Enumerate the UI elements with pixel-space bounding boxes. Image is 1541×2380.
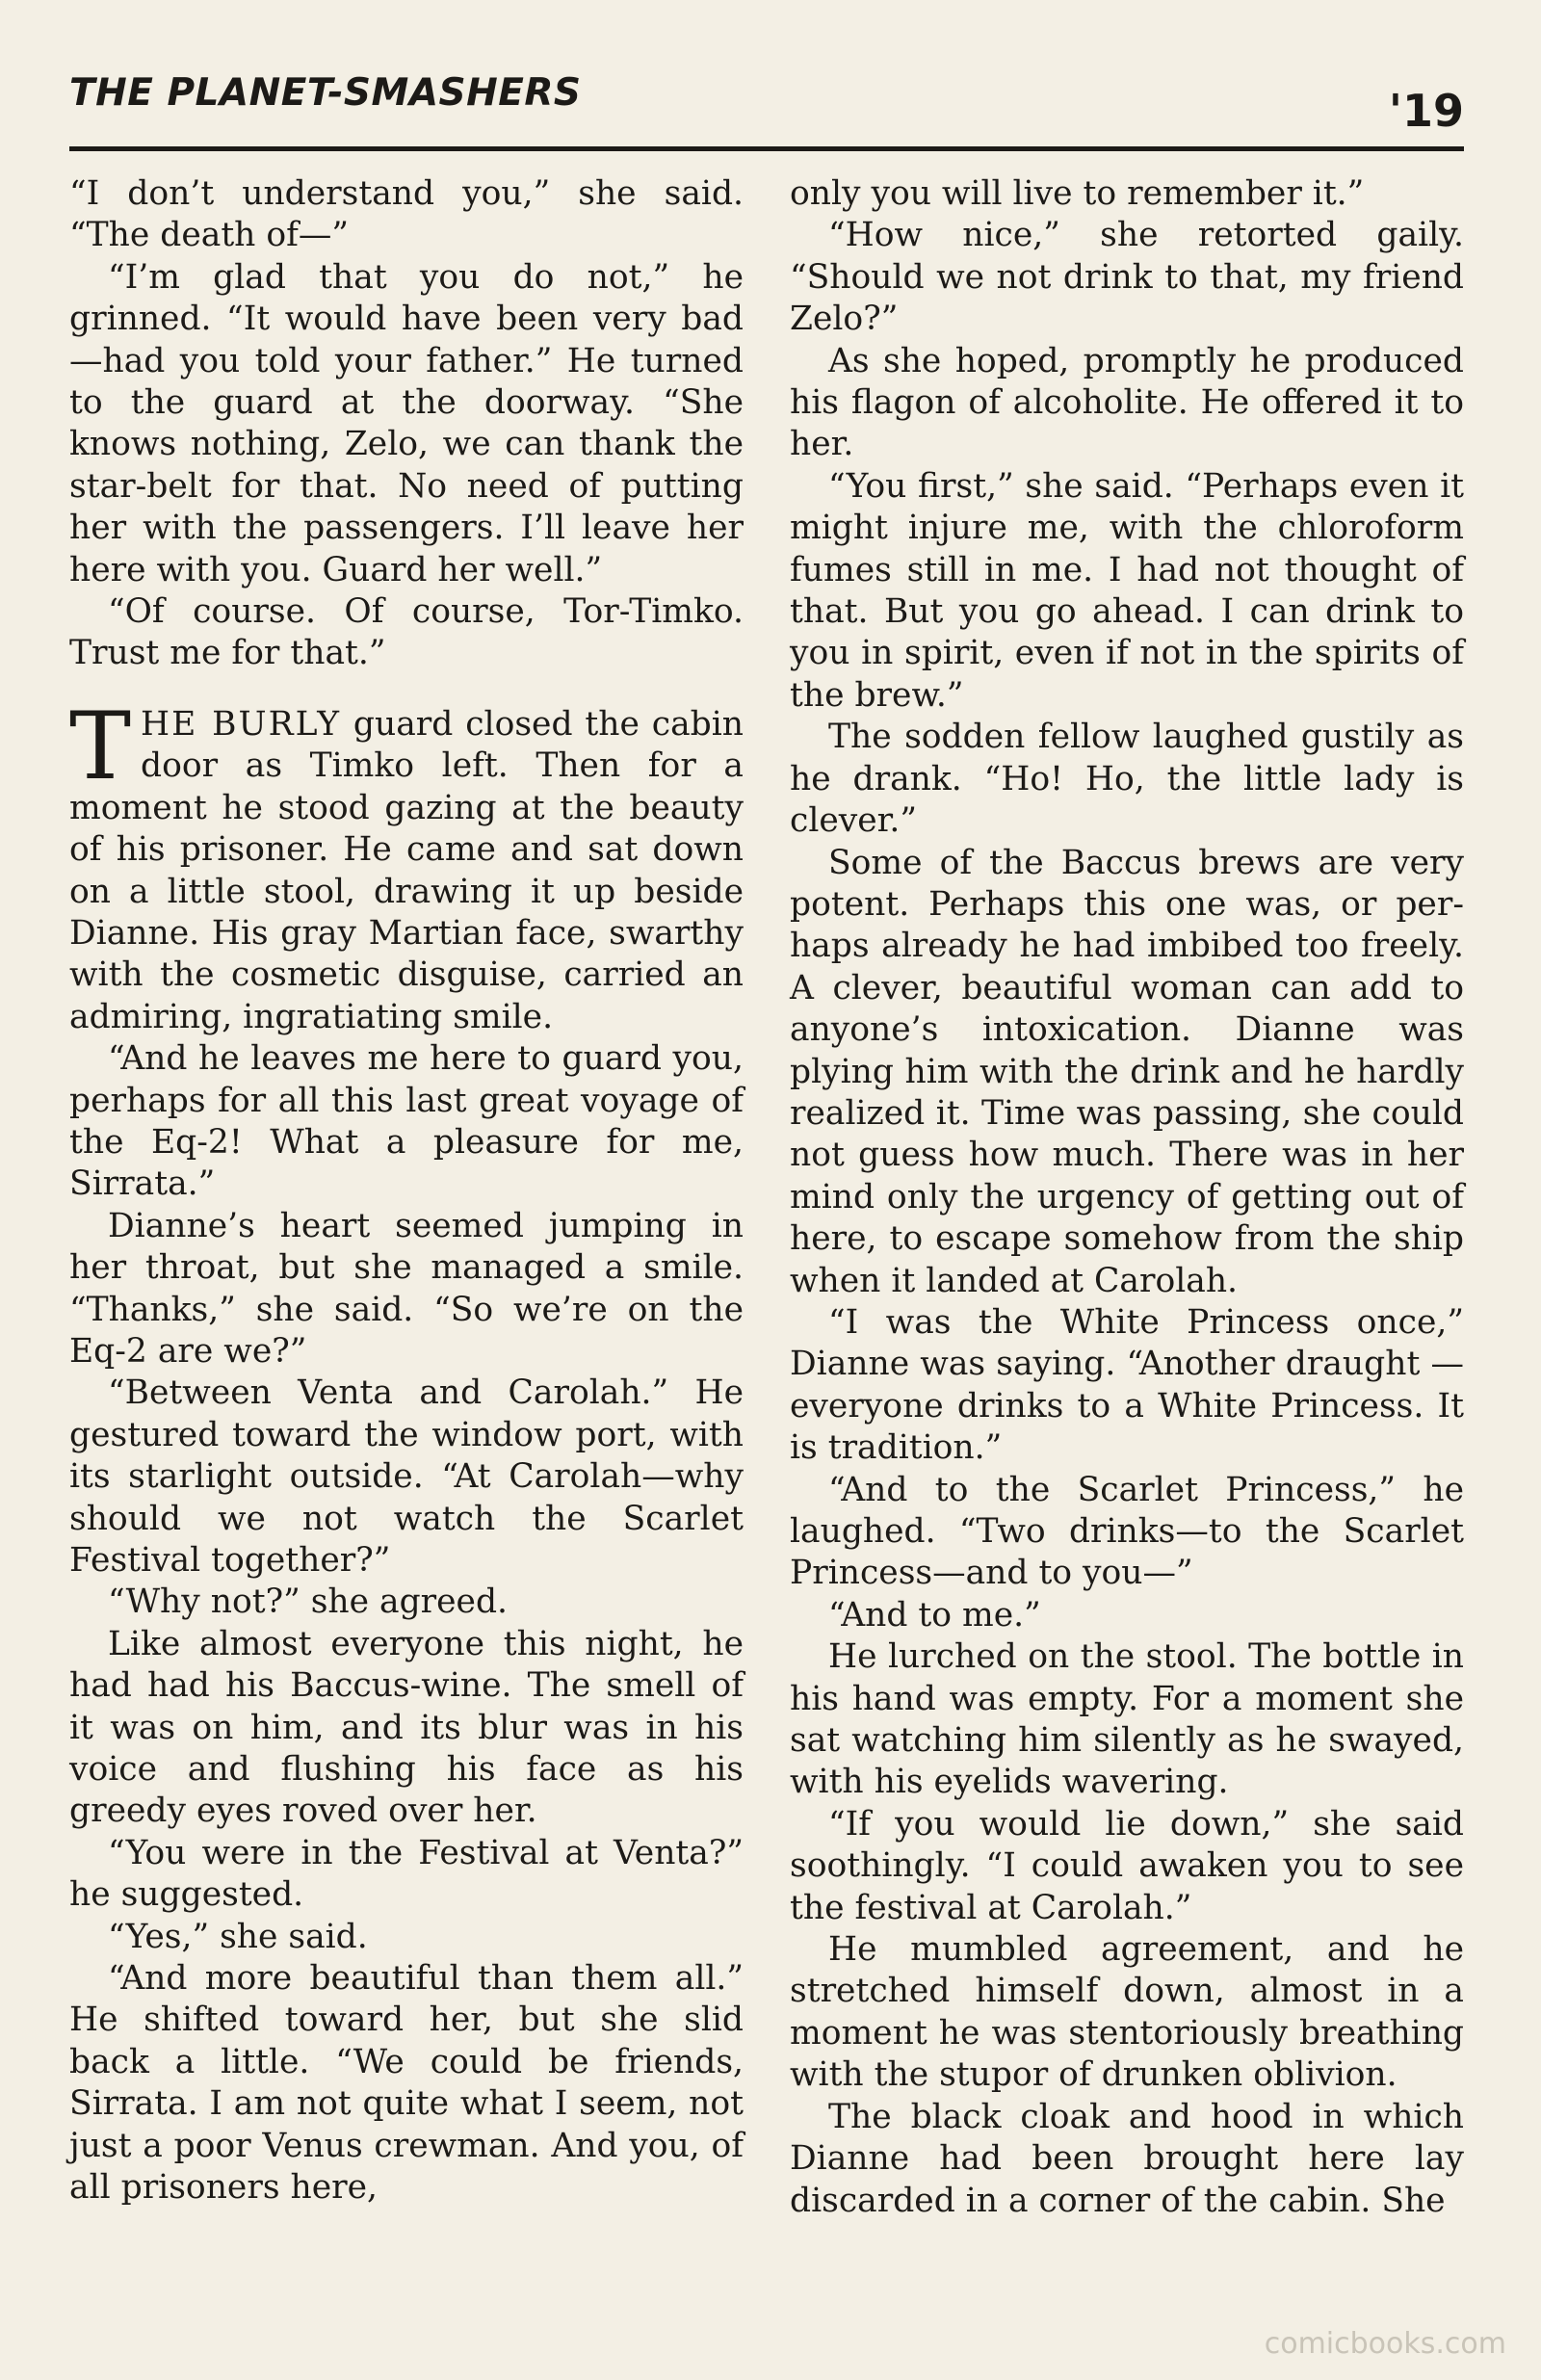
- section-start-paragraph: [69, 692, 744, 1038]
- paragraph: “You were in the Festival at Venta?” he suggested.: [69, 1833, 744, 1915]
- page-header: [69, 69, 1464, 151]
- paragraph: “And to me.”: [828, 1595, 1041, 1635]
- paragraph: He mumbled agreement, and he stretched himself down, almost in a moment he was stentoriously breathing with the stupor of drunken oblivion.: [790, 1930, 1464, 2095]
- paragraph: “If you would lie down,” she said soothingly. “I could awaken you to see the festival at Carolah.”: [790, 1804, 1464, 1927]
- lead-in-small-caps: HE BURLY: [141, 704, 342, 744]
- paragraph: “And to the Scarlet Princess,” he laughed. “Two drinks—to the Scarlet Princess—and to you—”: [790, 1470, 1464, 1593]
- paragraph: “Why not?” she agreed.: [108, 1582, 509, 1622]
- running-title: THE PLANET-SMASHERS: [69, 71, 582, 115]
- paragraph: “And more beautiful than them all.” He shifted toward her, but she slid back a little. “We could be friends, Sirrata. I am not quite what I seem, not just a poor Venus crewman. And you, of all prisoners here,: [69, 1959, 744, 2208]
- paragraph: Dianne’s heart seemed jumping in her throat, but she managed a smile. “Thanks,” she said. “So we’re on the Eq-2 are we?”: [69, 1206, 744, 1371]
- paragraph: Like almost everyone this night, he had had his Baccus-wine. The smell of it was on him, and its blur was in his voice and flushing his face as his greedy eyes roved over her.: [69, 1624, 744, 1831]
- right-column: [790, 173, 1464, 2222]
- drop-cap: T: [69, 692, 132, 800]
- paragraph: only you will live to remember it.”: [790, 174, 1365, 213]
- paragraph: “Of course. Of course, Tor-Timko. Trust me for that.”: [69, 592, 744, 673]
- paragraph: As she hoped, promptly he produced his flagon of alcoholite. He offered it to her.: [790, 341, 1464, 464]
- paragraph: “Between Venta and Carolah.” He gestured toward the window port, with its starlight outside. “At Carolah—why should we not watch the Scarlet Festival together?”: [69, 1373, 744, 1580]
- paragraph: “Yes,” she said.: [108, 1917, 368, 1956]
- paragraph: “You first,” she said. “Perhaps even it might injure me, with the chloroform fumes still in me. I had not thought of that. But you go ahead. I can drink to you in spirit, even if not in the spirits of the brew.”: [790, 466, 1464, 715]
- paragraph: The sodden fellow laughed gustily as he drank. “Ho! Ho, the little lady is clever.”: [790, 718, 1464, 841]
- paragraph: “And he leaves me here to guard you, perhaps for all this last great voyage of the Eq-2! What a pleasure for me, Sirrata.”: [69, 1039, 744, 1204]
- paragraph: The black cloak and hood in which Dianne had been brought here lay discarded in a corner of the cabin. She: [790, 2097, 1464, 2220]
- paragraph: “How nice,” she retorted gaily. “Should we not drink to that, my friend Zelo?”: [790, 216, 1464, 339]
- watermark: comicbooks.com: [1264, 2327, 1506, 2361]
- paragraph: “I was the White Princess once,” Dianne was saying. “Another draught —everyone drinks to a White Princess. It is tradition.”: [790, 1302, 1464, 1468]
- paragraph: “I don’t understand you,” she said. “The death of—”: [69, 174, 744, 255]
- paragraph: “I’m glad that you do not,” he grinned. “It would have been very bad—had you told your father.” He turned to the guard at the doorway. “She knows nothing, Zelo, we can thank the star-belt for that. No need of putting her with the passengers. I’ll leave her here with you. Guard her well.”: [69, 257, 744, 589]
- left-column: [69, 173, 744, 2210]
- paragraph: Some of the Baccus brews are very potent. Perhaps this one was, or perhaps already he had imbibed too freely. A clever, beautiful woman can add to anyone’s intoxication. Dianne was plying him with the drink and he hardly realized it. Time was passing, she could not guess how much. There was in her mind only the urgency of getting out of here, to escape somehow from the ship when it landed at Carolah.: [790, 843, 1464, 1300]
- page-number: '19: [1388, 85, 1464, 137]
- paragraph-text: guard closed the cabin door as Timko left. Then for a moment he stood gazing at the beauty of his prisoner. He came and sat down on a little stool, drawing it up beside Dianne. His gray Martian face, swarthy with the cosmetic disguise, carried an admiring, ingratiating smile.: [69, 704, 744, 1036]
- paragraph: He lurched on the stool. The bottle in his hand was empty. For a moment she sat watching him silently as he swayed, with his eyelids wavering.: [790, 1637, 1464, 1802]
